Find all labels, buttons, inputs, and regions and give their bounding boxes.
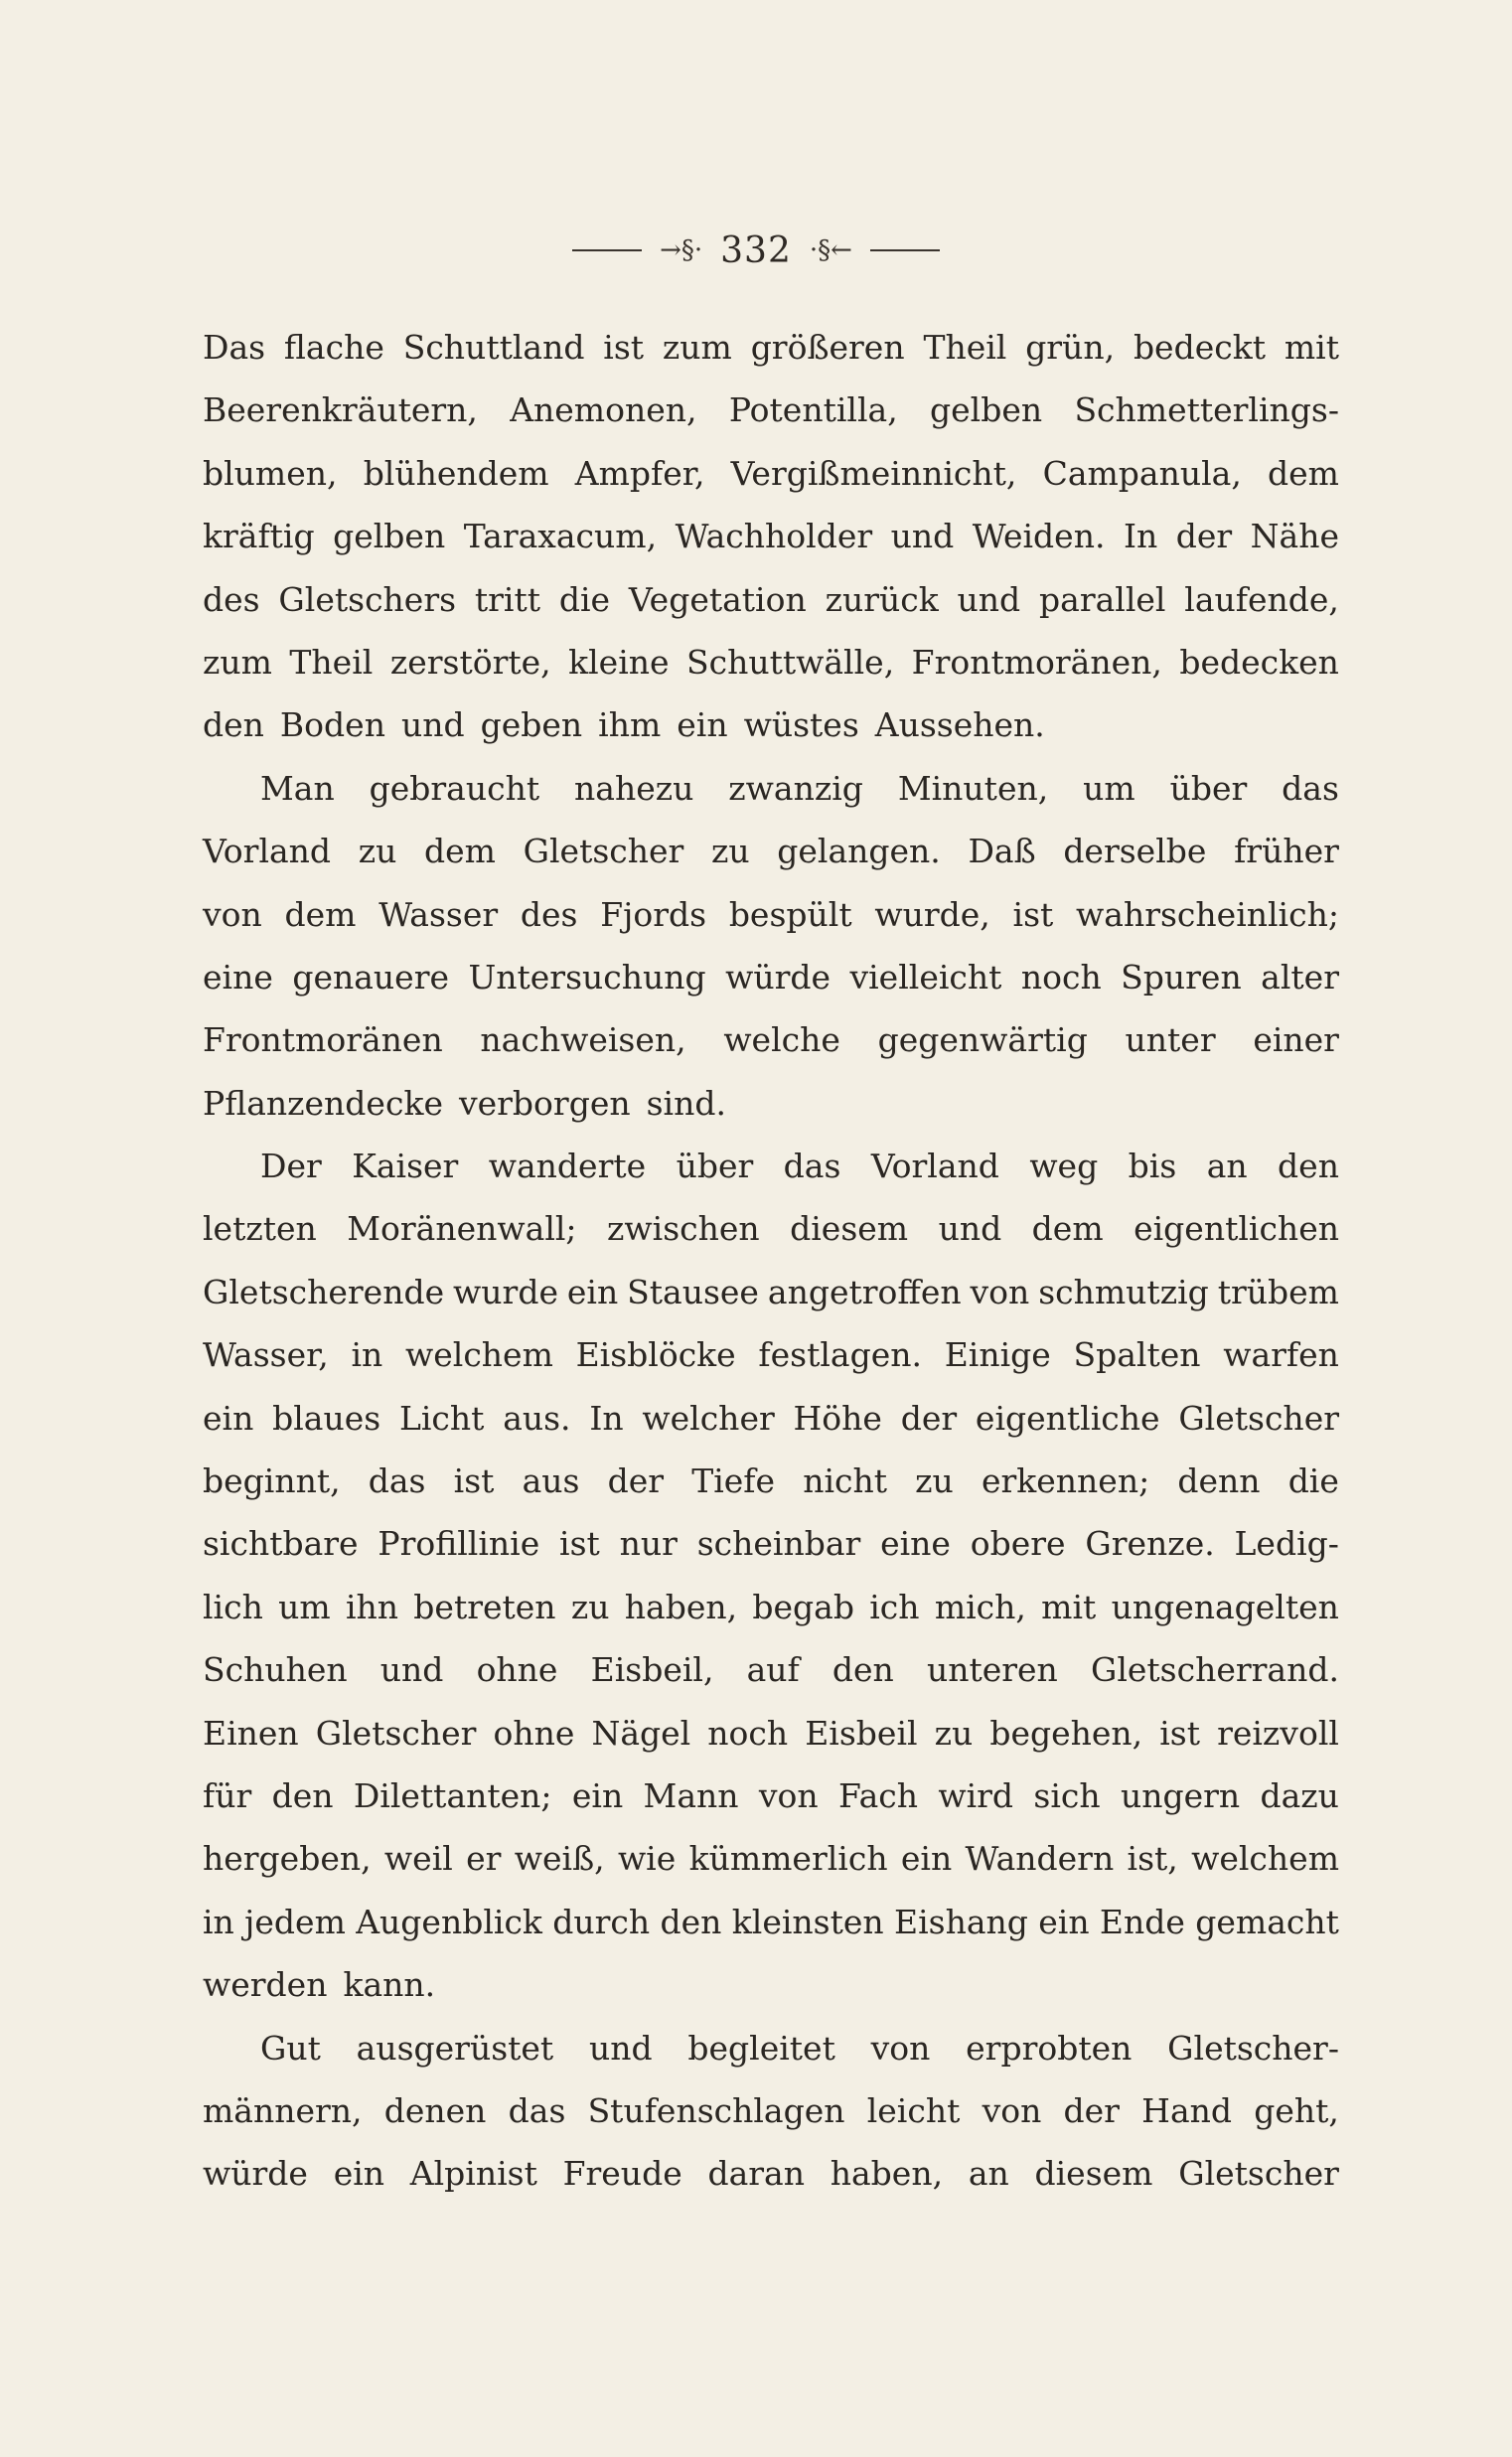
word: bedeckt bbox=[1133, 328, 1266, 367]
word: zwischen bbox=[607, 1209, 760, 1249]
word: Theil bbox=[923, 328, 1007, 367]
text-line bbox=[203, 1072, 1339, 1135]
header-ornament-left: →§· bbox=[660, 235, 703, 265]
word: ein bbox=[677, 705, 728, 745]
word: Vergißmeinnicht, bbox=[730, 453, 1017, 493]
word: Einen bbox=[203, 1713, 299, 1753]
word: ein bbox=[566, 1272, 619, 1311]
word: dem bbox=[424, 832, 496, 871]
word: Schuttland bbox=[402, 328, 585, 367]
word: weg bbox=[1029, 1147, 1099, 1186]
word: gelangen. bbox=[777, 832, 941, 871]
text-line bbox=[203, 1638, 1339, 1701]
text-line bbox=[203, 2142, 1339, 2205]
word: betreten bbox=[413, 1587, 556, 1626]
word: Freude bbox=[562, 2154, 682, 2194]
word: sind. bbox=[646, 1083, 726, 1123]
word: gelben bbox=[333, 517, 446, 556]
word: männern, bbox=[203, 2090, 363, 2130]
word: Nägel bbox=[591, 1713, 691, 1753]
word: derselbe bbox=[1063, 832, 1207, 871]
word: zu bbox=[570, 1587, 610, 1626]
word: wanderte bbox=[488, 1147, 647, 1186]
word: Ledig- bbox=[1234, 1524, 1339, 1564]
text-line bbox=[203, 1135, 1339, 1197]
word: Daß bbox=[968, 832, 1036, 871]
word: unter bbox=[1125, 1020, 1216, 1060]
word: Frontmoränen, bbox=[911, 642, 1162, 682]
word: In bbox=[589, 1398, 624, 1438]
word: ohne bbox=[476, 1650, 558, 1690]
word: welcher bbox=[642, 1398, 775, 1438]
word: Gletscher bbox=[1178, 1398, 1339, 1438]
word: in bbox=[351, 1335, 383, 1375]
word: gelben bbox=[930, 390, 1043, 430]
word: Kaiser bbox=[352, 1147, 459, 1186]
word: Untersuchung bbox=[468, 957, 706, 997]
word: dem bbox=[1031, 1209, 1104, 1249]
word: zum bbox=[203, 642, 272, 682]
word: über bbox=[1169, 768, 1248, 808]
word: erkennen; bbox=[981, 1461, 1150, 1501]
text-line bbox=[203, 1387, 1339, 1450]
word: wüstes bbox=[743, 705, 859, 745]
text-line bbox=[203, 1953, 1339, 2016]
word: Vorland bbox=[203, 832, 332, 871]
word: Stausee bbox=[627, 1272, 759, 1311]
word: Pflanzendecke bbox=[203, 1083, 443, 1123]
word: Licht bbox=[398, 1398, 485, 1438]
word: der bbox=[1175, 517, 1233, 556]
word: weil bbox=[383, 1839, 453, 1879]
word: um bbox=[1083, 768, 1135, 808]
word: das bbox=[508, 2090, 566, 2130]
word: ohne bbox=[493, 1713, 575, 1753]
word: Anemonen, bbox=[510, 390, 697, 430]
word: gegenwärtig bbox=[877, 1020, 1088, 1060]
word: In bbox=[1123, 517, 1158, 556]
word: dem bbox=[284, 894, 357, 934]
word: begehen, bbox=[989, 1713, 1143, 1753]
word: Nähe bbox=[1250, 517, 1339, 556]
word: gemacht bbox=[1195, 1902, 1339, 1941]
text-line bbox=[203, 379, 1339, 441]
word: Boden bbox=[279, 705, 385, 745]
word: auf bbox=[746, 1650, 800, 1690]
text-line bbox=[203, 1450, 1339, 1512]
word: Fach bbox=[837, 1775, 919, 1815]
word: Potentilla, bbox=[728, 390, 898, 430]
word: ist bbox=[603, 328, 645, 367]
word: geben bbox=[480, 705, 583, 745]
word: Moränenwall; bbox=[347, 1209, 577, 1249]
word: in bbox=[203, 1902, 234, 1941]
word: Schuttwälle, bbox=[686, 642, 895, 682]
word: lich bbox=[203, 1587, 263, 1626]
word: Der bbox=[260, 1147, 322, 1186]
body-text bbox=[203, 316, 1339, 2206]
word: ist bbox=[559, 1524, 600, 1564]
word: Ende bbox=[1099, 1902, 1185, 1941]
word: größeren bbox=[750, 328, 905, 367]
word: Spuren bbox=[1121, 957, 1242, 997]
word: ausgerüstet bbox=[356, 2028, 554, 2068]
word: letzten bbox=[203, 1209, 317, 1249]
word: nur bbox=[619, 1524, 678, 1564]
text-line bbox=[203, 1891, 1339, 1953]
text-line bbox=[203, 1576, 1339, 1638]
word: weiß, bbox=[514, 1839, 605, 1879]
word: an bbox=[1206, 1147, 1248, 1186]
text-line bbox=[203, 1827, 1339, 1890]
word: Gletscher bbox=[315, 1713, 477, 1753]
word: vielleicht bbox=[849, 957, 1002, 997]
word: bis bbox=[1128, 1147, 1177, 1186]
word: denen bbox=[383, 2090, 487, 2130]
word: Frontmoränen bbox=[203, 1020, 443, 1060]
word: erprobten bbox=[966, 2028, 1133, 2068]
word: das bbox=[783, 1147, 841, 1186]
word: Alpinist bbox=[409, 2154, 537, 2194]
word: für bbox=[203, 1775, 252, 1815]
word: sich bbox=[1033, 1775, 1101, 1815]
word: um bbox=[278, 1587, 331, 1626]
word: diesem bbox=[1034, 2154, 1153, 2194]
word: und bbox=[379, 1650, 444, 1690]
word: wahrscheinlich; bbox=[1076, 894, 1339, 934]
word: daran bbox=[707, 2154, 805, 2194]
word: Profillinie bbox=[378, 1524, 540, 1564]
word: ungenagelten bbox=[1111, 1587, 1339, 1626]
word: Man bbox=[260, 768, 335, 808]
word: Eisbeil bbox=[805, 1713, 918, 1753]
word: Taraxacum, bbox=[463, 517, 658, 556]
word: laufende, bbox=[1184, 579, 1339, 619]
word: ihn bbox=[345, 1587, 399, 1626]
word: und bbox=[938, 1209, 1002, 1249]
word: die bbox=[558, 579, 611, 619]
word: wird bbox=[938, 1775, 1014, 1815]
word: eine bbox=[203, 957, 273, 997]
text-line bbox=[203, 946, 1339, 1008]
page-header bbox=[0, 221, 1512, 280]
word: zerstörte, bbox=[389, 642, 551, 682]
word: von bbox=[970, 1272, 1030, 1311]
text-line bbox=[203, 1197, 1339, 1260]
word: nicht bbox=[803, 1461, 887, 1501]
word: Gletscherende bbox=[203, 1272, 445, 1311]
word: werden bbox=[203, 1965, 328, 2005]
word: das bbox=[368, 1461, 426, 1501]
word: würde bbox=[725, 957, 832, 997]
word: bedecken bbox=[1179, 642, 1339, 682]
word: der bbox=[900, 1398, 958, 1438]
word: leicht bbox=[866, 2090, 961, 2130]
word: über bbox=[676, 1147, 754, 1186]
word: hergeben, bbox=[203, 1839, 372, 1879]
word: Minuten, bbox=[897, 768, 1049, 808]
word: angetroffen bbox=[767, 1272, 962, 1311]
word: wurde bbox=[453, 1272, 558, 1311]
word: und bbox=[957, 579, 1021, 619]
word: von bbox=[203, 894, 262, 934]
word: Wachholder bbox=[675, 517, 873, 556]
word: nahezu bbox=[574, 768, 694, 808]
word: Theil bbox=[289, 642, 374, 682]
word: den bbox=[271, 1775, 334, 1815]
word: kleinsten bbox=[731, 1902, 884, 1941]
word: warfen bbox=[1223, 1335, 1339, 1375]
word: Fjords bbox=[600, 894, 707, 934]
word: Gletscherrand. bbox=[1090, 1650, 1339, 1690]
word: tritt bbox=[474, 579, 540, 619]
header-rule-left bbox=[572, 249, 642, 251]
word: alter bbox=[1261, 957, 1339, 997]
text-line bbox=[203, 316, 1339, 379]
word: ungern bbox=[1120, 1775, 1241, 1815]
word: haben, bbox=[624, 1587, 738, 1626]
word: schmutzig bbox=[1038, 1272, 1209, 1311]
word: blaues bbox=[272, 1398, 381, 1438]
word: an bbox=[968, 2154, 1009, 2194]
text-line bbox=[203, 505, 1339, 567]
word: Gut bbox=[260, 2028, 321, 2068]
word: Weiden. bbox=[972, 517, 1106, 556]
word: Gletschers bbox=[278, 579, 457, 619]
word: unteren bbox=[926, 1650, 1058, 1690]
word: bespült bbox=[728, 894, 852, 934]
word: zu bbox=[915, 1461, 954, 1501]
word: diesem bbox=[790, 1209, 909, 1249]
word: eigentlichen bbox=[1134, 1209, 1339, 1249]
word: Höhe bbox=[793, 1398, 882, 1438]
word: Wasser, bbox=[203, 1335, 329, 1375]
word: welchem bbox=[1191, 1839, 1339, 1879]
word: ein bbox=[900, 1839, 953, 1879]
word: ist bbox=[1012, 894, 1054, 934]
text-line bbox=[203, 568, 1339, 631]
word: Aussehen. bbox=[874, 705, 1045, 745]
word: welchem bbox=[404, 1335, 553, 1375]
word: begab bbox=[752, 1587, 854, 1626]
word: die bbox=[1287, 1461, 1339, 1501]
text-line bbox=[203, 1008, 1339, 1071]
word: den bbox=[660, 1902, 722, 1941]
word: Vorland bbox=[870, 1147, 999, 1186]
word: den bbox=[203, 705, 264, 745]
word: kümmerlich bbox=[688, 1839, 888, 1879]
word: würde bbox=[203, 2154, 308, 2194]
word: zurück bbox=[825, 579, 939, 619]
word: obere bbox=[970, 1524, 1066, 1564]
word: der bbox=[1063, 2090, 1120, 2130]
word: früher bbox=[1234, 832, 1339, 871]
word: Eishang bbox=[894, 1902, 1028, 1941]
word: Gletscher bbox=[1178, 2154, 1339, 2194]
word: nachweisen, bbox=[480, 1020, 686, 1060]
word: er bbox=[466, 1839, 502, 1879]
word: kleine bbox=[568, 642, 670, 682]
word: Ampfer, bbox=[574, 453, 705, 493]
word: eine bbox=[880, 1524, 951, 1564]
word: Grenze. bbox=[1085, 1524, 1215, 1564]
word: von bbox=[870, 2028, 931, 2068]
word: Campanula, bbox=[1042, 453, 1242, 493]
text-line bbox=[203, 2017, 1339, 2079]
text-line bbox=[203, 883, 1339, 946]
word: Dilettanten; bbox=[353, 1775, 552, 1815]
word: und bbox=[588, 2028, 653, 2068]
word: durch bbox=[552, 1902, 651, 1941]
word: verborgen bbox=[458, 1083, 631, 1123]
word: aus bbox=[522, 1461, 580, 1501]
word: dazu bbox=[1260, 1775, 1339, 1815]
word: Tiefe bbox=[691, 1461, 776, 1501]
word: noch bbox=[707, 1713, 789, 1753]
word: Wandern bbox=[965, 1839, 1115, 1879]
word: reizvoll bbox=[1217, 1713, 1339, 1753]
word: welche bbox=[723, 1020, 840, 1060]
word: ein bbox=[333, 2154, 385, 2194]
word: den bbox=[832, 1650, 894, 1690]
word: und bbox=[400, 705, 465, 745]
word: zwanzig bbox=[728, 768, 863, 808]
word: kräftig bbox=[203, 517, 315, 556]
word: Spalten bbox=[1073, 1335, 1201, 1375]
word: zu bbox=[358, 832, 397, 871]
word: mit bbox=[1284, 328, 1339, 367]
word: kann. bbox=[343, 1965, 436, 2005]
word: Das bbox=[203, 328, 266, 367]
word: ihm bbox=[598, 705, 662, 745]
text-line bbox=[203, 820, 1339, 882]
word: und bbox=[890, 517, 955, 556]
word: Gletscher- bbox=[1167, 2028, 1339, 2068]
word: das bbox=[1282, 768, 1339, 808]
word: scheinbar bbox=[696, 1524, 861, 1564]
header-ornament-right: ·§← bbox=[809, 235, 852, 265]
word: den bbox=[1278, 1147, 1339, 1186]
word: denn bbox=[1177, 1461, 1261, 1501]
text-line bbox=[203, 1765, 1339, 1827]
word: ist bbox=[453, 1461, 495, 1501]
word: Mann bbox=[643, 1775, 739, 1815]
word: mit bbox=[1041, 1587, 1097, 1626]
word: zu bbox=[934, 1713, 974, 1753]
word: eigentliche bbox=[975, 1398, 1160, 1438]
word: Eisblöcke bbox=[575, 1335, 736, 1375]
text-line bbox=[203, 1261, 1339, 1323]
word: blühendem bbox=[363, 453, 549, 493]
word: noch bbox=[1020, 957, 1102, 997]
word: geht, bbox=[1254, 2090, 1339, 2130]
word: der bbox=[607, 1461, 665, 1501]
word: des bbox=[203, 579, 260, 619]
word: trübem bbox=[1217, 1272, 1339, 1311]
text-line bbox=[203, 442, 1339, 505]
text-line bbox=[203, 1702, 1339, 1765]
word: jedem bbox=[244, 1902, 346, 1941]
word: dem bbox=[1268, 453, 1339, 493]
word: grün, bbox=[1025, 328, 1116, 367]
page-number: 332 bbox=[720, 230, 792, 271]
word: ein bbox=[1038, 1902, 1090, 1941]
word: von bbox=[758, 1775, 819, 1815]
word: Augenblick bbox=[356, 1902, 542, 1941]
word: festlagen. bbox=[758, 1335, 922, 1375]
word: Gletscher bbox=[523, 832, 684, 871]
word: genauere bbox=[292, 957, 449, 997]
word: zum bbox=[662, 328, 732, 367]
word: parallel bbox=[1039, 579, 1166, 619]
word: Beerenkräutern, bbox=[203, 390, 478, 430]
word: begleitet bbox=[687, 2028, 835, 2068]
word: Vegetation bbox=[628, 579, 807, 619]
word: Stufenschlagen bbox=[587, 2090, 845, 2130]
word: ist, bbox=[1127, 1839, 1178, 1879]
word: ein bbox=[203, 1398, 254, 1438]
header-rule-right bbox=[870, 249, 940, 251]
text-line bbox=[203, 693, 1339, 756]
word: blumen, bbox=[203, 453, 338, 493]
word: gebraucht bbox=[369, 768, 540, 808]
word: Wasser bbox=[378, 894, 499, 934]
text-line bbox=[203, 757, 1339, 820]
word: Einige bbox=[944, 1335, 1051, 1375]
word: sichtbare bbox=[203, 1524, 359, 1564]
word: aus. bbox=[503, 1398, 571, 1438]
word: ich bbox=[869, 1587, 920, 1626]
text-line bbox=[203, 2079, 1339, 2142]
word: des bbox=[520, 894, 578, 934]
word: zu bbox=[710, 832, 750, 871]
word: ist bbox=[1159, 1713, 1200, 1753]
word: Schmetterlings- bbox=[1074, 390, 1339, 430]
word: einer bbox=[1253, 1020, 1339, 1060]
word: Eisbeil, bbox=[590, 1650, 714, 1690]
word: haben, bbox=[830, 2154, 944, 2194]
text-line bbox=[203, 1512, 1339, 1575]
word: von bbox=[982, 2090, 1042, 2130]
text-line bbox=[203, 631, 1339, 693]
word: ein bbox=[571, 1775, 624, 1815]
word: Hand bbox=[1141, 2090, 1233, 2130]
word: wie bbox=[617, 1839, 677, 1879]
word: mich, bbox=[934, 1587, 1026, 1626]
word: Schuhen bbox=[203, 1650, 348, 1690]
word: wurde, bbox=[874, 894, 990, 934]
word: beginnt, bbox=[203, 1461, 341, 1501]
text-line bbox=[203, 1323, 1339, 1386]
word: flache bbox=[283, 328, 384, 367]
